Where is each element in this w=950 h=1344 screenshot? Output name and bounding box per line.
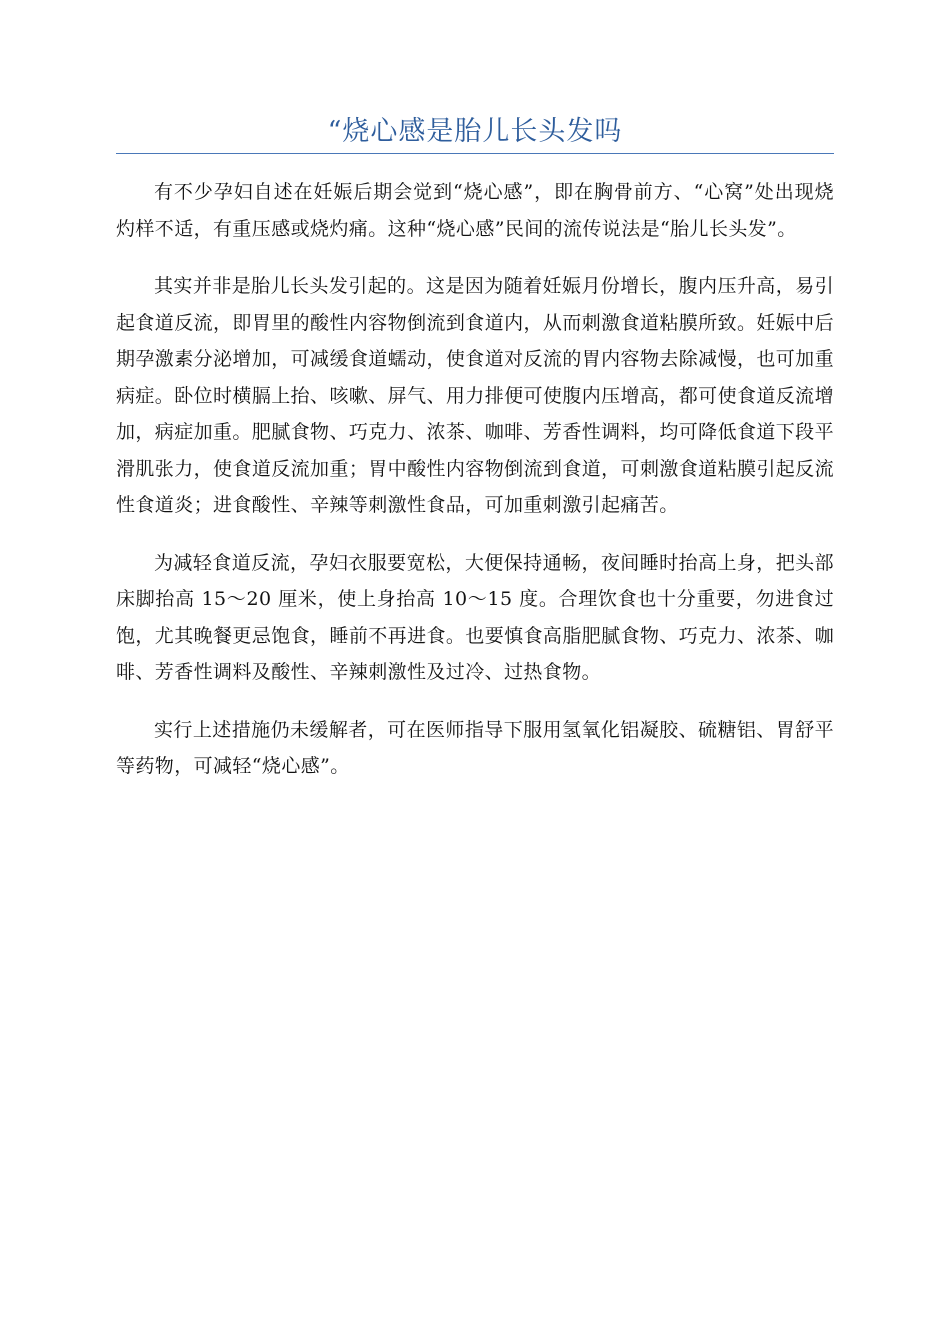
document-body [116, 174, 834, 806]
paragraph-2: 其实并非是胎儿长头发引起的。这是因为随着妊娠月份增长，腹内压升高，易引起食道反流，即胃里的酸性内容物倒流到食道内，从而刺激食道粘膜所致。妊娠中后期孕激素分泌增加，可减缓食道蠕动，使食道对反流的胃内容物去除减慢，也可加重病症。卧位时横膈上抬、咳嗽、屏气、用力排便可使腹内压增高，都可使食道反流增加，病症加重。肥腻食物、巧克力、浓茶、咖啡、芳香性调料，均可降低食道下段平滑肌张力，使食道反流加重；胃中酸性内容物倒流到食道，可刺激食道粘膜引起反流性食道炎；进食酸性、辛辣等刺激性食品，可加重刺激引起痛苦。 [116, 275, 834, 516]
paragraph-4: 实行上述措施仍未缓解者，可在医师指导下服用氢氧化铝凝胶、硫糖铝、胃舒平等药物，可减轻“烧心感”。 [116, 718, 834, 777]
paragraph-1: 有不少孕妇自述在妊娠后期会觉到“烧心感”，即在胸骨前方、“心窝”处出现烧灼样不适，有重压感或烧灼痛。这种“烧心感”民间的流传说法是“胎儿长头发”。 [116, 181, 834, 240]
document-title: “烧心感是胎儿长头发吗 [327, 116, 623, 147]
paragraph-3: 为减轻食道反流，孕妇衣服要宽松，大便保持通畅，夜间睡时抬高上身，把头部床脚抬高 15～20 厘米，使上身抬高 10～15 度。合理饮食也十分重要，勿进食过饱，尤其晚餐更忌饱食，睡前不再进食。也要慎食高脂肥腻食物、巧克力、浓茶、咖啡、芳香性调料及酸性、辛辣刺激性及过冷、过热食物。 [116, 551, 834, 683]
title-underline [116, 153, 834, 154]
